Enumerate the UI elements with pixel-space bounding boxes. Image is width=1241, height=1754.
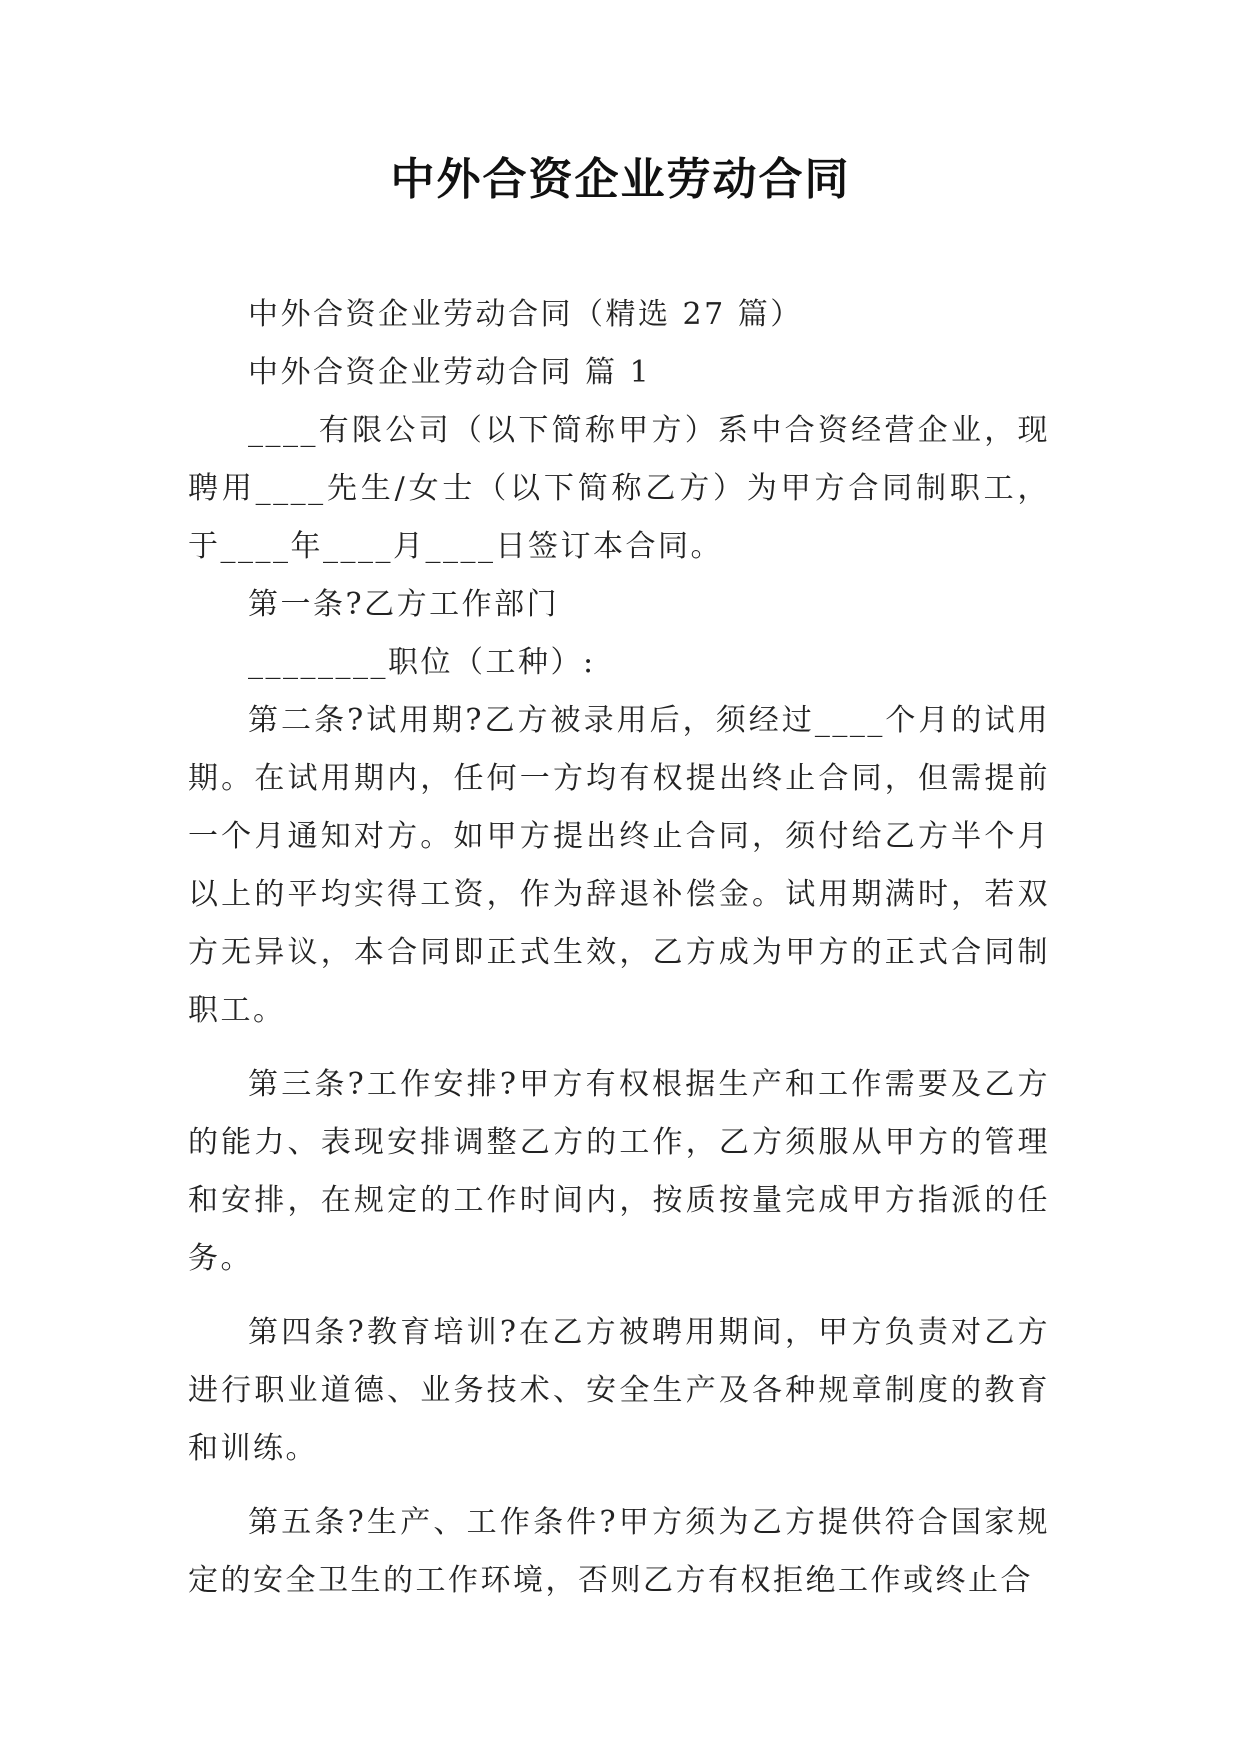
article-2-paragraph: 第二条?试用期?乙方被录用后，须经过____个月的试用期。在试用期内，任何一方均有权提出终止合同，但需提前一个月通知对方。如甲方提出终止合同，须付给乙方半个月以上的平均实得工资，作为辞退补偿金。试用期满时，若双方无异议，本合同即正式生效，乙方成为甲方的正式合同制职工。: [188, 703, 1050, 1028]
article-5-paragraph: 第五条?生产、工作条件?甲方须为乙方提供符合国家规定的安全卫生的工作环境，否则乙方有权拒绝工作或终止合: [188, 1505, 1050, 1598]
section-heading: 中外合资企业劳动合同 篇 1: [248, 355, 652, 390]
article-3-paragraph: 第三条?工作安排?甲方有权根据生产和工作需要及乙方的能力、表现安排调整乙方的工作，乙方须服从甲方的管理和安排，在规定的工作时间内，按质按量完成甲方指派的任务。: [188, 1067, 1050, 1276]
article-1-position: ________职位（工种）:: [248, 645, 596, 680]
document-body: [188, 286, 1050, 1610]
intro-paragraph: ____有限公司（以下简称甲方）系中合资经营企业，现聘用____先生/女士（以下简称乙方）为甲方合同制职工，于____年____月____日签订本合同。: [188, 413, 1050, 564]
article-4-paragraph: 第四条?教育培训?在乙方被聘用期间，甲方负责对乙方进行职业道德、业务技术、安全生产及各种规章制度的教育和训练。: [188, 1315, 1050, 1466]
document-title: 中外合资企业劳动合同: [390, 154, 851, 205]
paragraph-gap: [188, 1040, 1050, 1056]
paragraph-gap: [188, 1288, 1050, 1304]
document-subtitle: 中外合资企业劳动合同（精选 27 篇）: [248, 297, 803, 332]
article-1-title: 第一条?乙方工作部门: [248, 587, 560, 622]
paragraph-gap: [188, 1478, 1050, 1494]
